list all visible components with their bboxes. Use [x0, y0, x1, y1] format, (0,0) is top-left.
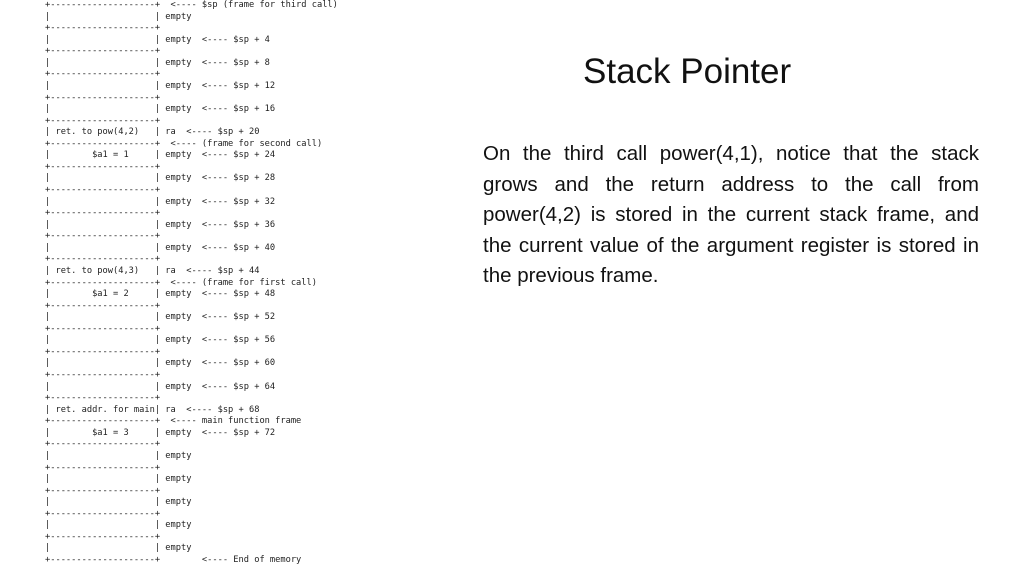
stack-diagram-line: | | empty <---- $sp + 56: [45, 335, 276, 346]
stack-diagram-line: +--------------------+: [45, 439, 161, 450]
stack-diagram-line: | | empty <---- $sp + 60: [45, 358, 276, 369]
stack-diagram-line: +--------------------+: [45, 300, 161, 311]
stack-diagram: [45, 0, 338, 567]
stack-diagram-line: +--------------------+ <---- (frame for first call): [45, 277, 317, 288]
stack-diagram-line: | | empty: [45, 497, 192, 508]
stack-diagram-line: | | empty <---- $sp + 8: [45, 57, 270, 68]
stack-diagram-line: +--------------------+ <---- (frame for second call): [45, 138, 323, 149]
slide-title: Stack Pointer: [583, 52, 792, 91]
stack-diagram-line: | | empty: [45, 543, 192, 554]
stack-diagram-line: +--------------------+ <---- End of memory: [45, 555, 302, 565]
stack-diagram-line: | | empty <---- $sp + 28: [45, 173, 276, 184]
stack-diagram-line: | | empty: [45, 11, 192, 22]
stack-diagram-line: | | empty: [45, 520, 192, 531]
stack-diagram-line: +--------------------+: [45, 531, 161, 542]
stack-diagram-line: +--------------------+: [45, 462, 161, 473]
stack-diagram-line: +--------------------+: [45, 185, 161, 195]
stack-diagram-line: +--------------------+: [45, 323, 161, 334]
stack-diagram-line: +--------------------+: [45, 254, 161, 265]
stack-diagram-line: +--------------------+ <---- $sp (frame for third call): [45, 0, 338, 10]
stack-diagram-line: | ret. addr. for main| ra <---- $sp + 68: [45, 404, 260, 415]
stack-diagram-line: +--------------------+: [45, 208, 161, 219]
stack-diagram-line: +--------------------+: [45, 370, 161, 380]
stack-diagram-line: | | empty <---- $sp + 36: [45, 219, 276, 230]
stack-diagram-line: +--------------------+: [45, 231, 161, 242]
stack-diagram-line: | | empty: [45, 450, 192, 461]
stack-diagram-line: | ret. to pow(4,3) | ra <---- $sp + 44: [45, 265, 260, 276]
stack-diagram-line: +--------------------+: [45, 46, 161, 57]
stack-diagram-line: +--------------------+: [45, 115, 161, 126]
stack-diagram-line: +--------------------+: [45, 92, 161, 103]
slide-body-text: On the third call power(4,1), notice that the stack grows and the return address to the call from power(4,2) is stored in the current stack frame, and the current value of the argument register is stored in the previous frame.: [483, 142, 979, 288]
stack-diagram-line: +--------------------+: [45, 485, 161, 496]
stack-diagram-line: | | empty <---- $sp + 12: [45, 80, 276, 91]
stack-diagram-line: | $a1 = 2 | empty <---- $sp + 48: [45, 289, 276, 300]
stack-diagram-line: | $a1 = 3 | empty <---- $sp + 72: [45, 427, 276, 438]
stack-diagram-line: | | empty <---- $sp + 32: [45, 196, 276, 207]
stack-diagram-line: +--------------------+ <---- main function frame: [45, 416, 302, 427]
stack-diagram-line: +--------------------+: [45, 346, 161, 357]
stack-diagram-line: | | empty <---- $sp + 40: [45, 242, 276, 253]
stack-diagram-line: +--------------------+: [45, 161, 161, 172]
stack-diagram-line: +--------------------+: [45, 69, 161, 80]
stack-diagram-line: | | empty <---- $sp + 4: [45, 34, 270, 45]
stack-diagram-line: | | empty <---- $sp + 52: [45, 312, 276, 323]
stack-diagram-line: +--------------------+: [45, 23, 161, 34]
stack-diagram-line: +--------------------+: [45, 508, 161, 519]
stack-diagram-line: | | empty <---- $sp + 64: [45, 381, 276, 392]
stack-diagram-line: | $a1 = 1 | empty <---- $sp + 24: [45, 150, 276, 161]
stack-diagram-line: +--------------------+: [45, 393, 161, 404]
stack-diagram-line: | ret. to pow(4,2) | ra <---- $sp + 20: [45, 127, 260, 138]
stack-diagram-line: | | empty <---- $sp + 16: [45, 104, 276, 115]
stack-diagram-line: | | empty: [45, 474, 192, 485]
